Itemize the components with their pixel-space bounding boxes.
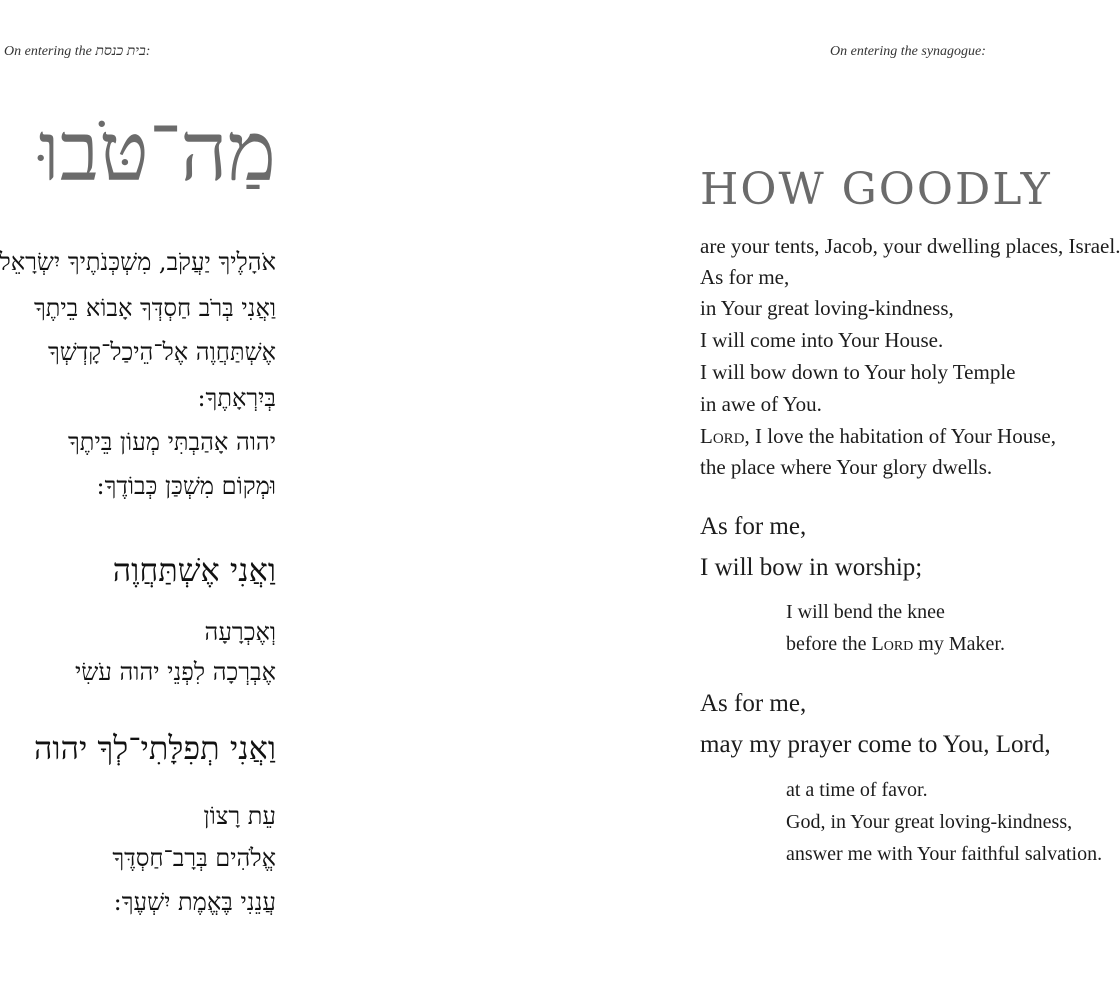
hebrew-line: אֱלֹהִים בְּרָב־חַסְדֶּךָ [112, 844, 276, 872]
english-lord-line [700, 426, 1056, 447]
english-stanza-head: As for me, [700, 513, 807, 540]
running-head-left: On entering the בית כנסת: [4, 44, 151, 59]
english-line: in Your great loving-kindness, [700, 296, 954, 320]
hebrew-page [0, 0, 278, 1000]
english-line: the place where Your glory dwells. [700, 455, 993, 479]
hebrew-line: וּמְקוֹם מִשְׁכַּן כְּבוֹדֶךָ: [96, 472, 276, 500]
hebrew-stanza-head: וַאֲנִי תְפִלָּתִי־לְךָ יהוה [33, 729, 276, 767]
english-page [700, 0, 1120, 1000]
english-stanza-head: As for me, [700, 690, 807, 717]
english-stanza-head: I will bow in worship; [700, 554, 923, 581]
hebrew-line: בְּיִרְאָתֶךָ: [197, 384, 276, 412]
hebrew-stanza-head: וַאֲנִי אֶשְׁתַּחֲוֶה [112, 551, 276, 589]
hebrew-line: עֵת רָצוֹן [203, 802, 276, 830]
english-line: As for me, [700, 265, 790, 289]
english-title: HOW GOODLY [700, 164, 1052, 215]
english-line: are your tents, Jacob, your dwelling places, Israel. [700, 234, 1120, 258]
english-indented-line: God, in Your great loving-kindness, [786, 811, 1073, 833]
english-line: I will bow down to Your holy Temple [700, 360, 1016, 384]
english-indented-line: at a time of favor. [786, 779, 928, 801]
english-line: I will come into Your House. [700, 328, 944, 352]
hebrew-line: אֶשְׁתַּחֲוֶה אֶל־הֵיכַל־קָדְשְׁךָ [47, 338, 276, 366]
hebrew-line: יהוה אָהַבְתִּי מְעוֹן בֵּיתֶךָ [68, 428, 276, 456]
english-indented-line: before the Lord my Maker. [786, 633, 1005, 655]
english-line-text: , I love the habitation of Your House, [744, 424, 1056, 448]
running-head-right: On entering the synagogue: [830, 44, 986, 59]
hebrew-title: מַה־טֹּבוּ [38, 105, 276, 200]
english-line: in awe of You. [700, 392, 822, 416]
hebrew-line: וַאֲנִי בְּרֹב חַסְדְּךָ אָבוֹא בֵיתֶךָ [33, 294, 276, 322]
divine-name: Lord [871, 633, 914, 655]
english-indented-line: I will bend the knee [786, 601, 945, 623]
hebrew-line: אֶבְרְכָה לִפְנֵי יהוה עֹשִׂי [75, 658, 276, 686]
hebrew-line: וְאֶכְרָעָה [204, 618, 276, 646]
hebrew-line: עֲנֵנִי בֶּאֱמֶת יִשְׁעֶךָ: [113, 888, 276, 916]
hebrew-line: אֹהָלֶיךָ יַעֲקֹב, מִשְׁכְּנֹתֶיךָ יִשְׂרָאֵל [0, 248, 276, 276]
english-stanza-head: may my prayer come to You, Lord, [700, 731, 1051, 758]
divine-name: Lord [700, 424, 745, 448]
english-indented-line: answer me with Your faithful salvation. [786, 843, 1103, 865]
